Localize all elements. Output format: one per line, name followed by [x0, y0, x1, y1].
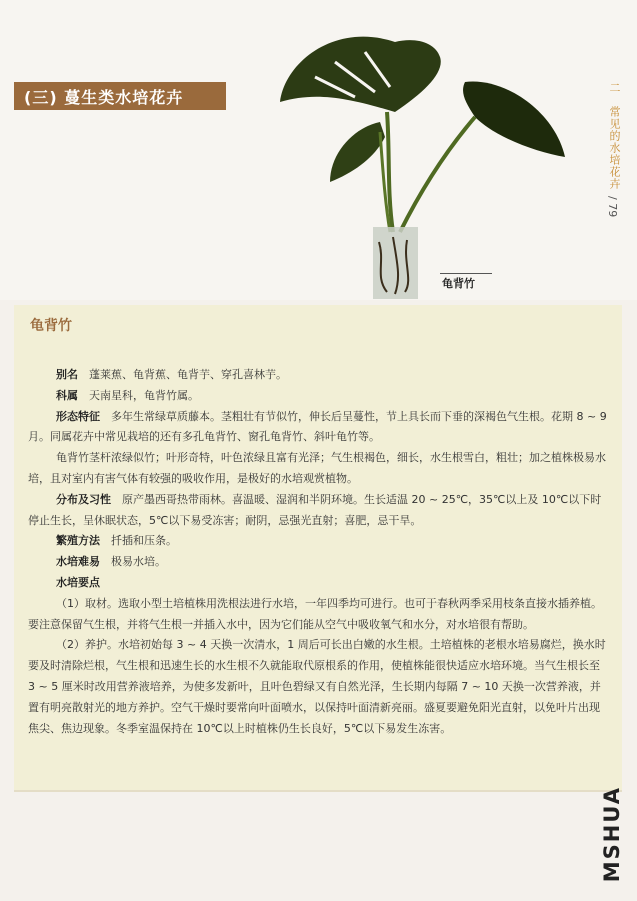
habit-para	[28, 490, 610, 532]
section-header-band	[14, 82, 226, 110]
alias-text: 蓬莱蕉、龟背蕉、龟背芋、穿孔喜林芋。	[89, 368, 287, 381]
family-line	[28, 386, 610, 407]
alias-label: 别名	[56, 368, 78, 381]
alias-line	[28, 365, 610, 386]
morphology-label: 形态特征	[56, 409, 100, 423]
habit-text: 原产墨西哥热带雨林。喜温暖、湿润和半阴环境。生长适温 20 ~ 25℃，35℃以上及 10℃以下时停止生长，呈休眠状态，5℃以下易受冻害；耐阴，忌强光直射；喜肥，忌干旱。	[28, 492, 602, 527]
propagation-label: 繁殖方法	[56, 534, 100, 548]
article-body	[28, 365, 610, 739]
habit-label: 分布及习性	[56, 492, 111, 506]
morphology-para-2: 龟背竹茎杆浓绿似竹；叶形奇特，叶色浓绿且富有光泽；气生根褐色，细长，水生根雪白，粗壮；加之植株极易水培，且对室内有害气体有较强的吸收作用，是极好的水培观赏植物。	[28, 451, 606, 485]
content-panel	[14, 305, 622, 790]
difficulty-label: 水培难易	[56, 555, 100, 569]
difficulty-line	[28, 552, 610, 573]
family-label: 科属	[56, 388, 78, 402]
article-title: 龟背竹	[30, 318, 72, 334]
chapter-side-tab: 二 常见的水培花卉	[608, 82, 621, 190]
morphology-text: 多年生常绿草质藤本。茎粗壮有节似竹，伸长后呈蔓性，节上具长而下垂的深褐色气生根。花期 8 ~ 9 月。同属花卉中常见栽培的还有多孔龟背竹、窗孔龟背竹、斜叶龟竹等。	[28, 409, 607, 444]
bottom-separator	[14, 790, 622, 792]
key-point-2: （2）养护。水培初始每 3 ~ 4 天换一次清水，1 周后可长出白嫩的水生根。土培植株的老根水培易腐烂，换水时要及时清除烂根，气生根和迅速生长的水生根不久就能取代原根系的作用，使植株能很快适应水培环境。当气生根长至 3 ~ 5 厘米时改用营养液培养，为使多发新叶，且叶色碧绿又有自然光泽，生长期内每隔 7 ~ 10 天换一次营养液，并置有明亮散射光的地方养护。空气干燥时要常向叶面喷水，以保持叶面清新亮丽。盛夏要避免阳光直射，以免叶片出现焦尖、焦边现象。冬季室温保持在 10℃以上时植株仍生长良好，5℃以下易发生冻害。	[28, 638, 606, 735]
key-point-1: （1）取材。选取小型土培植株用洗根法进行水培，一年四季均可进行。也可于春秋两季采用枝条直接水插养植。要注意保留气生根，并将气生根一并插入水中，因为它们能从空气中吸收氧气和水分，对水培很有帮助。	[28, 596, 602, 631]
key-points-heading	[28, 573, 610, 594]
propagation-line	[28, 531, 610, 552]
key-points-label: 水培要点	[56, 575, 100, 589]
caption-rule	[440, 273, 492, 274]
page-number: / 79	[606, 196, 619, 218]
morphology-para	[28, 407, 610, 449]
difficulty-text: 极易水培。	[111, 555, 166, 569]
propagation-text: 扦插和压条。	[111, 534, 177, 548]
family-text: 天南星科，龟背竹属。	[89, 388, 199, 402]
section-title: (三) 蔓生类水培花卉	[24, 88, 184, 107]
monstera-plant-photo	[275, 22, 575, 304]
figure-caption: 龟背竹	[442, 277, 475, 290]
watermark-text: MSHUA	[600, 786, 624, 883]
